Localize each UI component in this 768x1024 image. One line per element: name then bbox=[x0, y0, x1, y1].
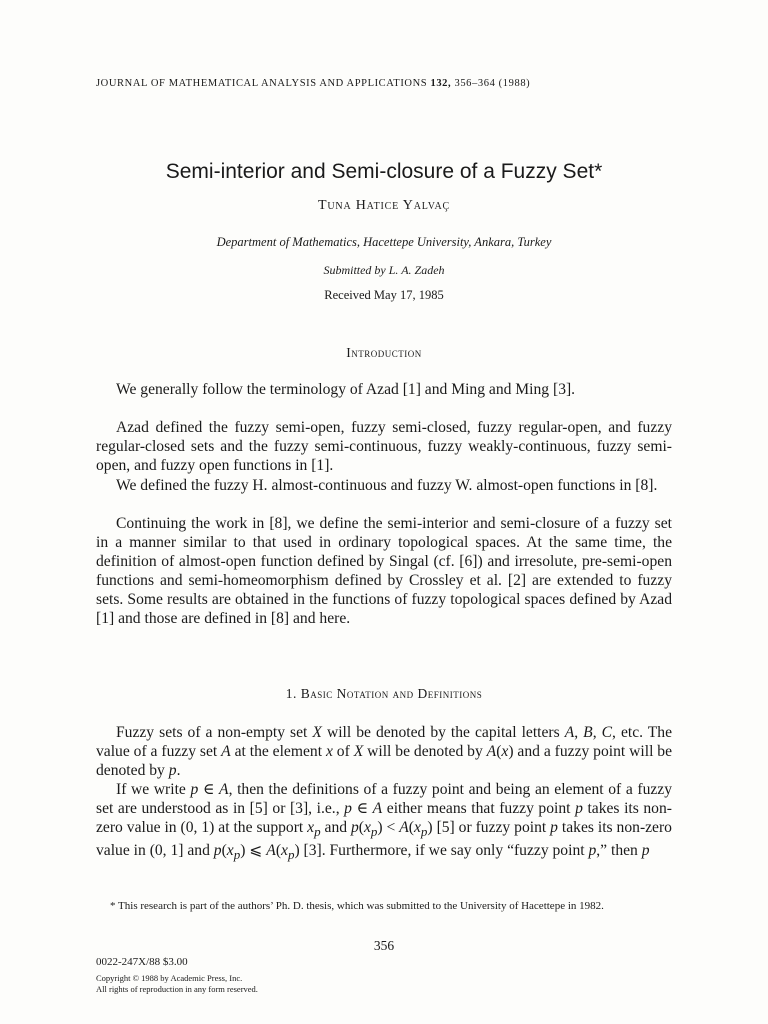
text-run: takes its non-zero value in (0, 1) at the support bbox=[96, 800, 672, 836]
footnote: * This research is part of the authors’ Ph. D. thesis, which was submitted to the University of Hacettepe in 1982. bbox=[110, 900, 604, 912]
submitted-by: Submitted by L. A. Zadeh bbox=[323, 263, 445, 277]
copyright-notice bbox=[96, 973, 258, 995]
text-run: Fuzzy sets of a non-empty set bbox=[116, 724, 308, 741]
text-run: etc. The value of a fuzzy set bbox=[96, 724, 672, 760]
journal-header bbox=[96, 78, 530, 89]
text-run: [3]. Furthermore, if we say only “fuzzy point bbox=[303, 842, 585, 860]
rights-line: All rights of reproduction in any form reserved. bbox=[96, 984, 258, 994]
journal-volume: 132, bbox=[430, 78, 452, 89]
text-run: either means that fuzzy point bbox=[386, 800, 571, 817]
journal-pages: 356–364 bbox=[454, 78, 496, 89]
journal-year: (1988) bbox=[498, 78, 531, 89]
intro-paragraph: We generally follow the terminology of Azad [1] and Ming and Ming [3]. bbox=[116, 381, 576, 398]
text-run: will be denoted by bbox=[367, 743, 483, 760]
intro-paragraph: We defined the fuzzy H. almost-continuous and fuzzy W. almost-open functions in [8]. bbox=[116, 477, 658, 494]
section-1-heading: 1. Basic Notation and Definitions bbox=[285, 686, 483, 701]
intro-paragraph: Azad defined the fuzzy semi-open, fuzzy semi-closed, fuzzy regular-open, and fuzzy regular-closed sets and the fuzzy semi-continuous, fuzzy weakly-continuous, fuzzy semi-open, and fuzzy open functions in [1]. bbox=[96, 419, 672, 474]
received-date: Received May 17, 1985 bbox=[324, 288, 444, 302]
article-price-code: 0022-247X/88 $3.00 bbox=[96, 956, 188, 968]
text-run: will be denoted by the capital letters bbox=[326, 724, 560, 741]
text-run: of bbox=[336, 743, 350, 760]
intro-paragraph: Continuing the work in [8], we define the semi-interior and semi-closure of a fuzzy set in a manner similar to that used in ordinary topological spaces. At the same time, the definition of almost-open function defined by Singal (cf. [6]) and irresolute, pre-semi-open functions and semi-homeomorphism defined by Crossley et al. [2] are extended to fuzzy sets. Some results are obtained in the functions of fuzzy topological spaces defined by Azad [1] and those are defined in [8] and here. bbox=[96, 515, 672, 627]
text-run: at the element bbox=[234, 743, 323, 760]
text-run: ,” then bbox=[596, 842, 638, 860]
introduction-heading: Introduction bbox=[346, 345, 422, 360]
text-run: takes its non-zero value in (0, 1] and bbox=[96, 819, 672, 860]
section-1-paragraph: Fuzzy sets of a non-empty set X will be denoted by the capital letters A, B, C, etc. The value of a fuzzy set A at the element x of X will be denoted by A(x) and a fuzzy point will be denoted by p. bbox=[96, 724, 673, 779]
text-run: then the definitions of a fuzzy point and being an element of a fuzzy set are understood as in [5] or [3], i.e., bbox=[96, 781, 673, 817]
section-1-paragraph: If we write p ∈ A, then the definitions of a fuzzy point and being an element of a fuzzy set are understood as in [5] or [3], i.e., p ∈ A either means that fuzzy point p takes its non-zero value in (0, 1) at the support $x_p$ and $p(x_p) < A(x_p)$ [5] or fuzzy point p takes its non-zero value in (0, 1] and $p(x_p)$ ⩽ $A(x_p)$ [3]. Furthermore, if we say only “fuzzy point p,” then p bbox=[96, 781, 673, 863]
text-run: and bbox=[324, 819, 348, 836]
text-run: and a fuzzy point will be denoted by bbox=[96, 743, 673, 779]
text-run: [5] or fuzzy point bbox=[436, 819, 547, 836]
copyright-line: Copyright © 1988 by Academic Press, Inc. bbox=[96, 973, 243, 983]
text-run: If we write bbox=[116, 781, 186, 798]
journal-name: JOURNAL OF MATHEMATICAL ANALYSIS AND APPLICATIONS bbox=[96, 78, 428, 89]
article-author: Tuna Hatice Yalvaç bbox=[318, 198, 450, 213]
page-number: 356 bbox=[373, 938, 395, 953]
author-affiliation: Department of Mathematics, Hacettepe University, Ankara, Turkey bbox=[216, 235, 552, 249]
article-title: Semi-interior and Semi-closure of a Fuzzy Set* bbox=[165, 160, 603, 183]
